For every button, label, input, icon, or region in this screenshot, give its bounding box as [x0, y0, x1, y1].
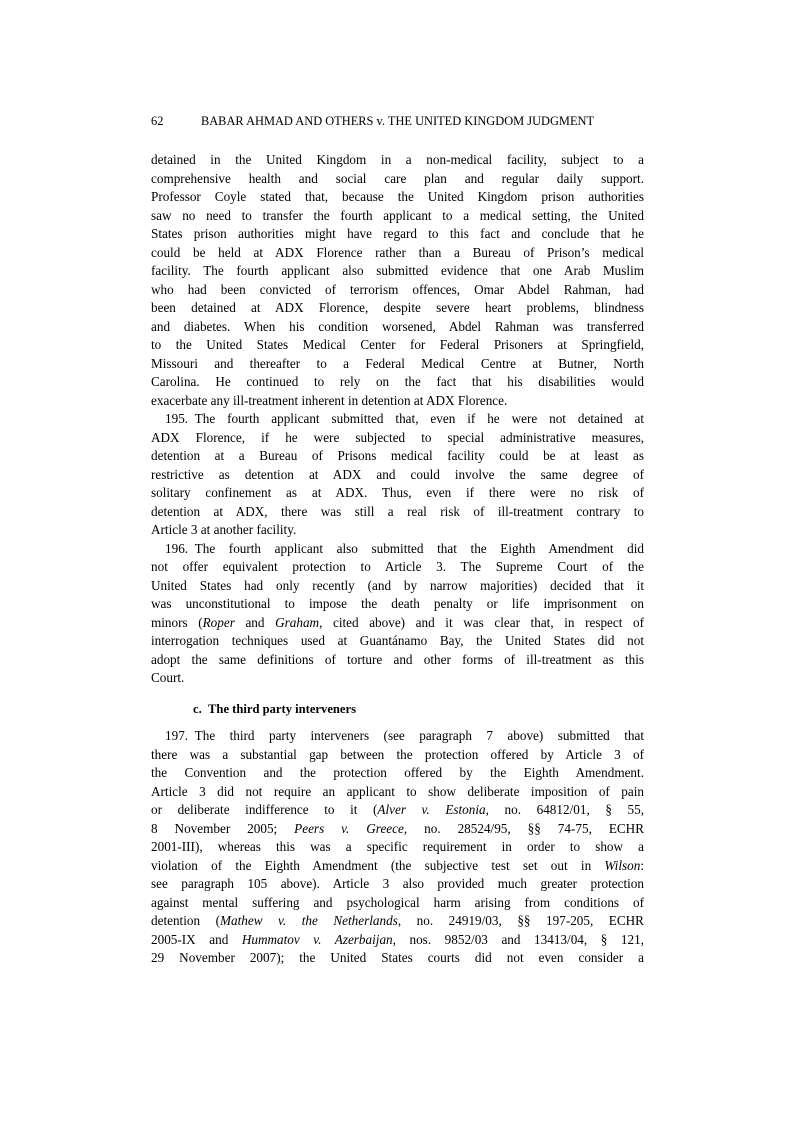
paragraph: [151, 727, 644, 968]
text-line: [151, 783, 644, 802]
text-run: ADX Florence, if he were subjected to special administrative measures,: [151, 429, 644, 445]
text-run: 2001-III), whereas this was a specific requirement in order to show a: [151, 839, 644, 854]
text-line: [151, 820, 644, 839]
page-header: [151, 112, 644, 131]
text-line: [151, 801, 644, 820]
text-run: detained in the United Kingdom in a non-medical facility, subject to a: [151, 152, 644, 167]
case-citation: Roper: [202, 614, 235, 630]
text-line: [151, 521, 644, 540]
text-line: [151, 392, 644, 411]
text-run: was unconstitutional to impose the death penalty or life imprisonment on: [151, 596, 644, 611]
text-run: 196. The fourth applicant also submitted that the Eighth Amendment did: [165, 540, 644, 556]
text-run: 195. The fourth applicant submitted that, even if he were not detained at: [165, 411, 644, 426]
text-run: been detained at ADX Florence, despite severe heart problems, blindness: [151, 300, 644, 315]
text-line: [151, 429, 644, 448]
text-line: [151, 595, 644, 614]
text-line: [151, 410, 644, 429]
text-line: [151, 838, 644, 857]
text-line: [151, 651, 644, 670]
case-citation: Mathew v. the Netherlands: [220, 913, 398, 928]
text-line: [151, 170, 644, 189]
text-run: violation of the Eighth Amendment (the subjective test set out in: [151, 857, 605, 873]
text-run: Article 3 at another facility.: [151, 522, 297, 537]
text-run: or deliberate indifference to it (: [151, 802, 378, 817]
text-run: detention at ADX, there was still a real risk of ill-treatment contrary to: [151, 503, 644, 519]
text-line: [151, 447, 644, 466]
text-run: exacerbate any ill-treatment inherent in detention at ADX Florence.: [151, 392, 508, 408]
text-line: [151, 336, 644, 355]
text-line: [151, 669, 644, 688]
paragraph: [151, 151, 644, 410]
case-citation: Graham: [275, 614, 320, 630]
text-run: to the United States Medical Center for Federal Prisoners at Springfield,: [151, 337, 644, 352]
text-run: , no. 28524/95, §§ 74-75, ECHR: [403, 820, 644, 836]
text-run: 2005-IX and: [151, 931, 242, 947]
text-run: there was a substantial gap between the protection offered by Article 3 of: [151, 746, 644, 762]
text-line: [151, 207, 644, 226]
text-run: saw no need to transfer the fourth applicant to a medical setting, the United: [151, 207, 644, 223]
text-line: [151, 188, 644, 207]
case-citation: Peers v. Greece: [294, 820, 404, 836]
text-line: [151, 727, 644, 746]
text-line: [151, 262, 644, 281]
text-line: [151, 746, 644, 765]
text-run: see paragraph 105 above). Article 3 also provided much greater protection: [151, 876, 644, 891]
text-line: [151, 558, 644, 577]
section-heading: c. The third party interveners: [193, 701, 356, 716]
text-run: interrogation techniques used at Guantánamo Bay, the United States did not: [151, 633, 644, 648]
text-line: [151, 894, 644, 913]
case-citation: Alver v. Estonia: [377, 802, 486, 817]
running-title: BABAR AHMAD AND OTHERS v. THE UNITED KINGDOM JUDGMENT: [200, 114, 595, 128]
text-run: detention (: [151, 913, 220, 928]
text-run: :: [640, 857, 644, 873]
text-run: not offer equivalent protection to Article 3. The Supreme Court of the: [151, 559, 644, 574]
text-line: [151, 281, 644, 300]
text-line: [151, 299, 644, 318]
text-run: restrictive as detention at ADX and could involve the same degree of: [151, 466, 644, 482]
text-line: [151, 373, 644, 392]
text-run: solitary confinement as at ADX. Thus, even if there were no risk of: [151, 485, 644, 500]
text-run: comprehensive health and social care plan and regular daily support.: [151, 170, 644, 186]
case-citation: Wilson: [604, 857, 641, 873]
text-line: [151, 632, 644, 651]
text-line: [151, 540, 644, 559]
text-line: [151, 318, 644, 337]
text-run: , cited above) and it was clear that, in respect of: [319, 614, 645, 630]
text-run: facility. The fourth applicant also submitted evidence that one Arab Muslim: [151, 263, 644, 278]
text-run: Article 3 did not require an applicant to show deliberate imposition of pain: [151, 783, 644, 799]
text-run: and diabetes. When his condition worsened, Abdel Rahman was transferred: [151, 318, 644, 334]
text-run: the Convention and the protection offered by the Eighth Amendment.: [151, 765, 644, 780]
text-run: Court.: [151, 670, 185, 685]
text-line: [151, 614, 644, 633]
text-run: 29 November 2007); the United States courts did not even consider a: [151, 950, 644, 965]
text-line: [151, 225, 644, 244]
case-citation: Hummatov v. Azerbaijan: [241, 931, 393, 947]
text-run: 197. The third party interveners (see paragraph 7 above) submitted that: [165, 728, 644, 743]
text-run: United States had only recently (and by narrow majorities) decided that it: [151, 577, 644, 593]
paragraph: [151, 410, 644, 540]
text-run: States prison authorities might have regard to this fact and conclude that he: [151, 226, 644, 241]
text-line: [151, 466, 644, 485]
text-line: [151, 857, 644, 876]
text-run: , no. 64812/01, § 55,: [485, 802, 645, 817]
text-run: 8 November 2005;: [151, 820, 295, 836]
text-run: minors (: [151, 614, 203, 630]
text-line: [151, 764, 644, 783]
text-line: [151, 503, 644, 522]
text-line: [151, 484, 644, 503]
text-run: and: [234, 614, 276, 630]
text-run: could be held at ADX Florence rather than a Bureau of Prison’s medical: [151, 244, 644, 260]
text-line: [151, 355, 644, 374]
text-line: [151, 577, 644, 596]
text-run: detention at a Bureau of Prisons medical facility could be at least as: [151, 448, 644, 463]
text-run: adopt the same definitions of torture and other forms of ill-treatment as this: [151, 651, 644, 667]
text-line: [151, 912, 644, 931]
text-run: , no. 24919/03, §§ 197-205, ECHR: [397, 913, 644, 928]
text-run: against mental suffering and psychological harm arising from conditions of: [151, 894, 644, 910]
paragraph: [151, 540, 644, 688]
text-line: [151, 931, 644, 950]
text-line: [151, 949, 644, 968]
text-run: Professor Coyle stated that, because the United Kingdom prison authorities: [151, 189, 644, 204]
document-body: [151, 151, 644, 968]
text-line: [151, 151, 644, 170]
text-run: , nos. 9852/03 and 13413/04, § 121,: [392, 931, 644, 947]
text-run: who had been convicted of terrorism offences, Omar Abdel Rahman, had: [151, 281, 644, 297]
page-number: 62: [151, 114, 164, 128]
text-run: Missouri and thereafter to a Federal Medical Centre at Butner, North: [151, 355, 644, 371]
text-line: [151, 875, 644, 894]
text-line: [151, 244, 644, 263]
text-run: Carolina. He continued to rely on the fact that his disabilities would: [151, 374, 644, 389]
